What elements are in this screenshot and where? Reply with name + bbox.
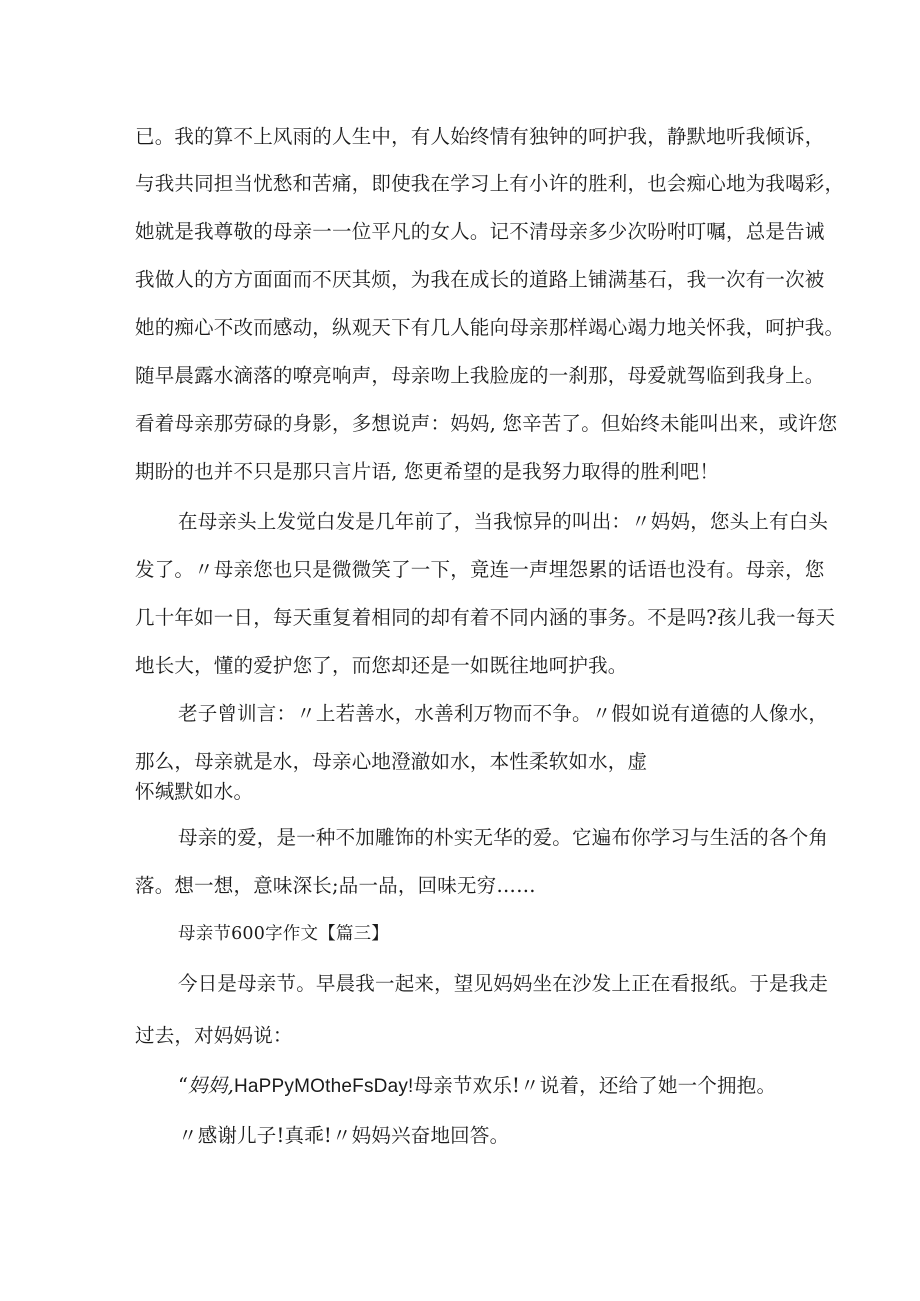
text-line: 〃感谢儿子!真乖!〃妈妈兴奋地回答。 bbox=[178, 1124, 510, 1147]
text-line: 那么，母亲就是水，母亲心地澄澈如水，本性柔软如水，虚 bbox=[135, 750, 648, 773]
open-quote: “ bbox=[178, 1074, 189, 1097]
text-line: 看着母亲那劳碌的身影，多想说声：妈妈, 您辛苦了。但始终未能叫出来，或许您 bbox=[135, 412, 838, 435]
text-line: 过去，对妈妈说： bbox=[135, 1024, 293, 1047]
text-line: 落。想一想，意味深长;品一品，回味无穷…… bbox=[135, 874, 536, 897]
text-line: 在母亲头上发觉白发是几年前了，当我惊异的叫出：〃妈妈，您头上有白头 bbox=[178, 510, 829, 533]
text-line: 发了。〃母亲您也只是微微笑了一下，竟连一声埋怨累的话语也没有。母亲，您 bbox=[135, 558, 825, 581]
text-line: 期盼的也并不只是那只言片语, 您更希望的是我努力取得的胜利吧！ bbox=[135, 460, 720, 483]
greeting-english: HaPPyMOtheFsDay! bbox=[233, 1076, 414, 1097]
text-line: 她就是我尊敬的母亲一一位平凡的女人。记不清母亲多少次吩咐叮嘱，总是告诫 bbox=[135, 220, 825, 243]
text-line: 随早晨露水滴落的嘹亮响声，母亲吻上我脸庞的一刹那，母爱就驾临到我身上。 bbox=[135, 364, 825, 387]
text-line: 今日是母亲节。早晨我一起来，望见妈妈坐在沙发上正在看报纸。于是我走 bbox=[178, 972, 829, 995]
text-line: 与我共同担当忧愁和苦痛，即使我在学习上有小许的胜利，也会痴心地为我喝彩， bbox=[135, 172, 845, 195]
greeting-line bbox=[178, 1074, 776, 1099]
text-line: 怀缄默如水。 bbox=[135, 780, 254, 803]
text-line: 已。我的算不上风雨的人生中，有人始终情有独钟的呵护我，静默地听我倾诉， bbox=[135, 125, 825, 148]
section-heading: 母亲节600字作文【篇三】 bbox=[178, 924, 390, 944]
greeting-rest: 母亲节欢乐!〃说着，还给了她一个拥抱。 bbox=[413, 1074, 777, 1097]
text-line: 她的痴心不改而感动，纵观天下有几人能向母亲那样竭心竭力地关怀我，呵护我。 bbox=[135, 316, 845, 339]
text-line: 老子曾训言：〃上若善水，水善利万物而不争。〃假如说有道德的人像水， bbox=[178, 702, 829, 725]
text-line: 地长大，懂的爱护您了，而您却还是一如既往地呵护我。 bbox=[135, 654, 628, 677]
text-line: 几十年如一日，每天重复着相同的却有着不同内涵的事务。不是吗?孩儿我一每天 bbox=[135, 606, 836, 629]
text-line: 我做人的方方面面而不厌其烦，为我在成长的道路上铺满基石，我一次有一次被 bbox=[135, 268, 825, 291]
greeting-mama: 妈妈, bbox=[188, 1074, 234, 1097]
text-line: 母亲的爱，是一种不加雕饰的朴实无华的爱。它遍布你学习与生活的各个角 bbox=[178, 826, 829, 849]
